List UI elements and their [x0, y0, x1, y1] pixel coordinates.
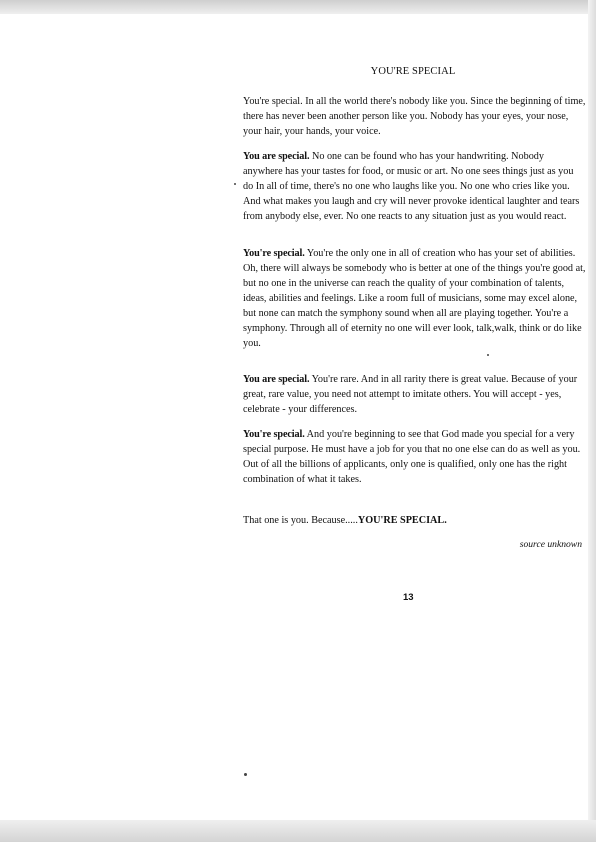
- source-attribution: source unknown: [519, 539, 582, 550]
- paragraph-5: [243, 427, 586, 487]
- closing-line: [243, 513, 586, 528]
- paragraph-2-text: No one can be found who has your handwriting. Nobody anywhere has your tastes for food, or music or art. No one sees things just as you do In all of time, there's no one who laughs like you. No one who cries like you. And what makes you laugh and cry will never provoke identical laughter and tears from anybody else, ever. No one reacts to any situation just as you would react.: [243, 151, 580, 222]
- paragraph-5-lead: You're special.: [243, 429, 305, 440]
- paragraph-3: [243, 246, 586, 351]
- scan-edge-right: [588, 0, 596, 842]
- closing-text: That one is you. Because.....: [243, 515, 358, 526]
- scan-speck: [244, 773, 247, 776]
- scan-speck: [487, 354, 489, 356]
- scan-speck: [234, 183, 236, 185]
- paragraph-1: [243, 94, 586, 139]
- paragraph-3-lead: You're special.: [243, 248, 305, 259]
- paragraph-4: [243, 372, 586, 417]
- page-number: 13: [403, 592, 414, 603]
- page-title: YOU'RE SPECIAL: [370, 66, 456, 77]
- paragraph-3-text: You're the only one in all of creation who has your set of abilities. Oh, there will always be somebody who is better at one of the things you're good at, but no one in the universe can reach the quality of your combination of talents, ideas, abilities and feelings. Like a room full of musicians, some may excel alone, but none can match the symphony sound when all are playing together. You're a symphony. Through all of eternity no one will ever look, talk,walk, think or do like you.: [243, 248, 586, 349]
- scan-edge-bottom: [0, 820, 596, 842]
- paragraph-1-text: You're special. In all the world there's nobody like you. Since the beginning of time, there has never been another person like you. Nobody has your eyes, your nose, your hair, your hands, your voice.: [243, 96, 586, 137]
- paragraph-4-text: You're rare. And in all rarity there is great value. Because of your great, rare value, you need not attempt to imitate others. You will accept - yes, celebrate - your differences.: [243, 374, 578, 415]
- paragraph-5-text: And you're beginning to see that God made you special for a very special purpose. He must have a job for you that no one else can do as well as you. Out of all the billions of applicants, only one is qualified, only one has the right combination of what it takes.: [243, 429, 581, 485]
- closing-bold-text: YOU'RE SPECIAL.: [357, 515, 447, 526]
- paragraph-2-lead: You are special.: [243, 151, 310, 162]
- paragraph-2: [243, 149, 586, 224]
- scan-edge-top: [0, 0, 596, 14]
- paragraph-4-lead: You are special.: [243, 374, 310, 385]
